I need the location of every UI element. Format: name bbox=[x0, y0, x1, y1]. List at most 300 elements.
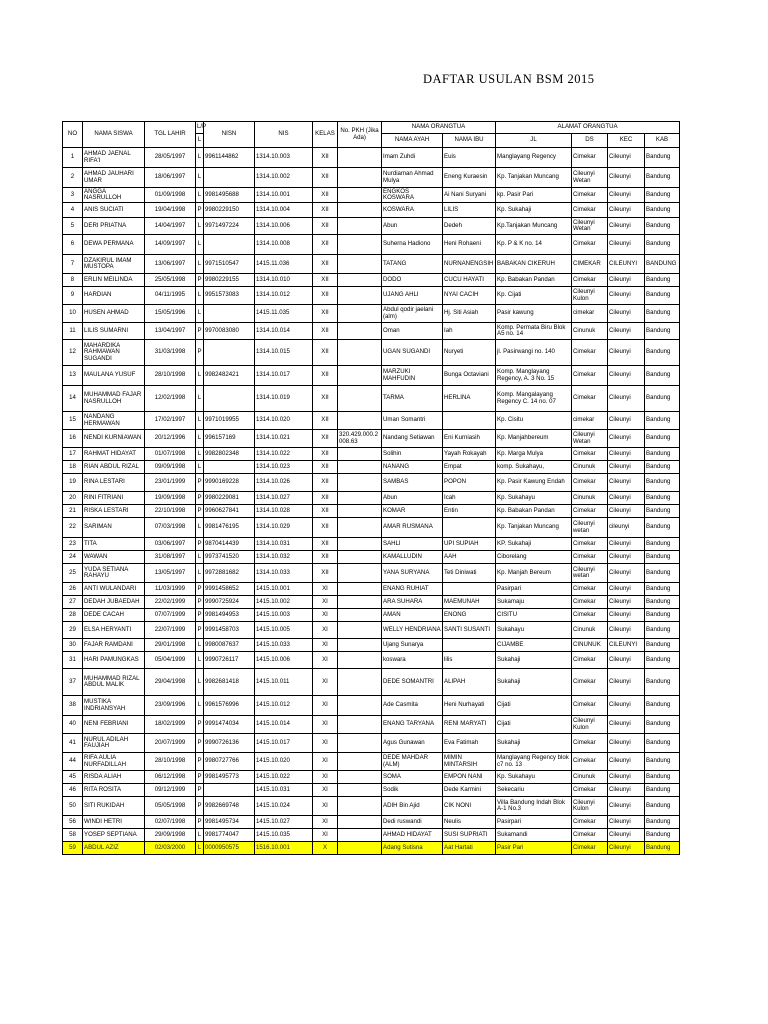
cell-ds: Cimekar bbox=[572, 842, 608, 855]
cell-kab: Bandung bbox=[645, 652, 680, 669]
cell-kab: Bandung bbox=[645, 639, 680, 652]
cell-lp: P bbox=[196, 474, 204, 492]
table-body bbox=[63, 148, 680, 855]
cell-nama-siswa: RAHMAT HIDAYAT bbox=[83, 448, 145, 461]
table-row bbox=[63, 168, 680, 188]
cell-kab: Bandung bbox=[645, 505, 680, 518]
cell-nama-siswa: RIAN ABDUL RIZAL bbox=[83, 461, 145, 474]
cell-kec: Cileunyi bbox=[608, 492, 645, 505]
cell-ds: Cimekar bbox=[572, 784, 608, 797]
cell-nama-ayah: AHMAD HIDAYAT bbox=[382, 829, 443, 842]
cell-lp: P bbox=[196, 583, 204, 596]
cell-kec: Cileunyi bbox=[608, 771, 645, 784]
cell-kec: Cileunyi bbox=[608, 305, 645, 323]
cell-tgl-lahir: 31/03/1998 bbox=[145, 340, 196, 366]
cell-jl: Sukahayu bbox=[496, 622, 572, 639]
cell-nisn bbox=[204, 235, 255, 255]
cell-kelas: XI bbox=[313, 829, 338, 842]
cell-kab: BANDUNG bbox=[645, 255, 680, 274]
cell-pkh bbox=[338, 340, 382, 366]
table-row bbox=[63, 218, 680, 235]
cell-nis: 1314.10.002 bbox=[255, 168, 313, 188]
cell-pkh bbox=[338, 669, 382, 696]
cell-kelas: XI bbox=[313, 596, 338, 609]
cell-kab: Bandung bbox=[645, 448, 680, 461]
cell-kec: Cileunyi bbox=[608, 716, 645, 734]
cell-tgl-lahir: 19/09/1998 bbox=[145, 492, 196, 505]
cell-ds: Cinunuk bbox=[572, 461, 608, 474]
table-row bbox=[63, 551, 680, 564]
cell-kelas: XII bbox=[313, 148, 338, 168]
cell-kelas: XI bbox=[313, 771, 338, 784]
cell-no: 46 bbox=[63, 784, 83, 797]
cell-nama-ibu: Nuryeti bbox=[443, 340, 496, 366]
cell-nis: 1415.10.035 bbox=[255, 829, 313, 842]
cell-nama-ayah: UJANG AHLI bbox=[382, 287, 443, 305]
cell-nama-siswa: HARI PAMUNGKAS bbox=[83, 652, 145, 669]
cell-nama-siswa: DZAKIRUL IMAM MUSTOPA bbox=[83, 255, 145, 274]
table-row bbox=[63, 474, 680, 492]
cell-no: 27 bbox=[63, 596, 83, 609]
cell-lp: L bbox=[196, 287, 204, 305]
cell-ds: Cimekar bbox=[572, 669, 608, 696]
cell-nama-ayah: SAHLI bbox=[382, 538, 443, 551]
cell-nama-ayah: Uman Somantri bbox=[382, 412, 443, 430]
cell-nama-ibu: NYAI CACIH bbox=[443, 287, 496, 305]
cell-kec: Cileunyi bbox=[608, 366, 645, 386]
table-row bbox=[63, 287, 680, 305]
cell-no: 44 bbox=[63, 753, 83, 771]
cell-nisn: 9980727766 bbox=[204, 753, 255, 771]
cell-nama-ibu: POPON bbox=[443, 474, 496, 492]
cell-tgl-lahir: 09/09/1998 bbox=[145, 461, 196, 474]
header-lp: L/P bbox=[196, 122, 204, 134]
cell-nisn: 9961144862 bbox=[204, 148, 255, 168]
cell-nama-ibu bbox=[443, 412, 496, 430]
cell-tgl-lahir: 03/06/1997 bbox=[145, 538, 196, 551]
cell-ds: Cileunyi Kulon bbox=[572, 287, 608, 305]
table-row bbox=[63, 538, 680, 551]
cell-kec: Cileunyi bbox=[608, 551, 645, 564]
cell-nama-siswa: DERI PRIATNA bbox=[83, 218, 145, 235]
cell-nama-ibu: SANTI SUSANTI bbox=[443, 622, 496, 639]
cell-pkh bbox=[338, 305, 382, 323]
cell-nama-ibu: Hj. Siti Asiah bbox=[443, 305, 496, 323]
cell-nama-ibu: NURNANENGSIH bbox=[443, 255, 496, 274]
cell-nama-ibu: SUSI SUPRIATI bbox=[443, 829, 496, 842]
cell-kab: Bandung bbox=[645, 461, 680, 474]
cell-nama-ayah: Dedi ruswandi bbox=[382, 816, 443, 829]
student-table bbox=[62, 121, 680, 855]
cell-kec: Cileunyi bbox=[608, 461, 645, 474]
cell-nama-siswa: SITI RUKIDAH bbox=[83, 797, 145, 816]
cell-nis: 1314.10.033 bbox=[255, 564, 313, 583]
cell-jl: Cijati bbox=[496, 696, 572, 716]
cell-ds: Cileunyi Kulon bbox=[572, 716, 608, 734]
cell-ds: CIMEKAR bbox=[572, 255, 608, 274]
cell-nama-ayah: Ade Casmita bbox=[382, 696, 443, 716]
cell-nama-ayah: DODO bbox=[382, 274, 443, 287]
cell-nama-ibu: MAEMUNAH bbox=[443, 596, 496, 609]
header-kec: KEC bbox=[608, 134, 645, 148]
cell-pkh bbox=[338, 255, 382, 274]
cell-nama-ibu: HERLINA bbox=[443, 386, 496, 412]
cell-ds: Cinunuk bbox=[572, 492, 608, 505]
cell-tgl-lahir: 20/07/1999 bbox=[145, 734, 196, 753]
table-row bbox=[63, 696, 680, 716]
cell-kelas: XII bbox=[313, 218, 338, 235]
cell-kec: Cileunyi bbox=[608, 696, 645, 716]
cell-kab: Bandung bbox=[645, 696, 680, 716]
cell-no: 16 bbox=[63, 430, 83, 448]
cell-tgl-lahir: 13/04/1997 bbox=[145, 323, 196, 340]
cell-kelas: XII bbox=[313, 518, 338, 538]
cell-jl: Kp. Pasir Kawung Endah bbox=[496, 474, 572, 492]
cell-ds: Cimekar bbox=[572, 551, 608, 564]
cell-kec: Cileunyi bbox=[608, 816, 645, 829]
cell-nama-ibu: Aat Hartati bbox=[443, 842, 496, 855]
cell-pkh bbox=[338, 218, 382, 235]
cell-nama-siswa: ANGGA NASRULLOH bbox=[83, 188, 145, 203]
cell-no: 25 bbox=[63, 564, 83, 583]
cell-tgl-lahir: 06/12/1998 bbox=[145, 771, 196, 784]
cell-lp: P bbox=[196, 203, 204, 218]
cell-nama-ayah: YANA SURYANA bbox=[382, 564, 443, 583]
cell-ds: Cimekar bbox=[572, 583, 608, 596]
cell-nama-siswa: LILIS SUMARNI bbox=[83, 323, 145, 340]
cell-tgl-lahir: 23/01/1999 bbox=[145, 474, 196, 492]
cell-pkh bbox=[338, 652, 382, 669]
table-row bbox=[63, 596, 680, 609]
cell-nama-ayah: ENANG TARYANA bbox=[382, 716, 443, 734]
cell-ds: Cimekar bbox=[572, 652, 608, 669]
cell-nisn: 0000950575 bbox=[204, 842, 255, 855]
cell-tgl-lahir: 12/02/1998 bbox=[145, 386, 196, 412]
cell-ds: Cimekar bbox=[572, 188, 608, 203]
cell-lp: L bbox=[196, 430, 204, 448]
cell-nisn: 9991458652 bbox=[204, 583, 255, 596]
cell-lp: L bbox=[196, 842, 204, 855]
header-nama-orangtua: NAMA ORANGTUA bbox=[382, 122, 496, 134]
cell-kec: Cileunyi bbox=[608, 274, 645, 287]
cell-lp: P bbox=[196, 596, 204, 609]
cell-nama-ibu: AAH bbox=[443, 551, 496, 564]
table-row bbox=[63, 609, 680, 622]
page-title: DAFTAR USULAN BSM 2015 bbox=[423, 72, 595, 86]
table-row bbox=[63, 622, 680, 639]
cell-jl: Komp. Manglayang Regency, A. 3 No. 15 bbox=[496, 366, 572, 386]
cell-jl: Kp. Manjahbereum bbox=[496, 430, 572, 448]
cell-tgl-lahir: 02/07/1998 bbox=[145, 816, 196, 829]
cell-pkh bbox=[338, 639, 382, 652]
cell-tgl-lahir: 14/09/1997 bbox=[145, 235, 196, 255]
cell-nama-ibu: LILIS bbox=[443, 203, 496, 218]
cell-nama-ayah: AMAN bbox=[382, 609, 443, 622]
cell-nama-ibu: EMPON NANI bbox=[443, 771, 496, 784]
cell-pkh bbox=[338, 287, 382, 305]
cell-kelas: XI bbox=[313, 784, 338, 797]
cell-nama-siswa: SARIMAN bbox=[83, 518, 145, 538]
cell-nama-ayah: UGAN SUGANDI bbox=[382, 340, 443, 366]
cell-lp: L bbox=[196, 448, 204, 461]
cell-lp: P bbox=[196, 816, 204, 829]
cell-nama-ayah: Agus Gunawan bbox=[382, 734, 443, 753]
cell-pkh bbox=[338, 474, 382, 492]
cell-nis: 1516.10.001 bbox=[255, 842, 313, 855]
cell-jl: Cijati bbox=[496, 716, 572, 734]
cell-no: 11 bbox=[63, 323, 83, 340]
cell-nis: 1415.10.003 bbox=[255, 609, 313, 622]
cell-kab: Bandung bbox=[645, 609, 680, 622]
cell-nis: 1415.10.002 bbox=[255, 596, 313, 609]
cell-nisn: 9990726117 bbox=[204, 652, 255, 669]
cell-jl: Komp. Permata Biru Blok A5 no. 14 bbox=[496, 323, 572, 340]
cell-no: 50 bbox=[63, 797, 83, 816]
cell-jl: jl. Pasirwangi no. 140 bbox=[496, 340, 572, 366]
cell-nama-siswa: DEWA PERMANA bbox=[83, 235, 145, 255]
cell-no: 9 bbox=[63, 287, 83, 305]
cell-tgl-lahir: 07/03/1998 bbox=[145, 518, 196, 538]
cell-nama-ibu: Yayah Rokayah bbox=[443, 448, 496, 461]
cell-nama-ibu bbox=[443, 518, 496, 538]
cell-kelas: XI bbox=[313, 639, 338, 652]
cell-kec: Cileunyi bbox=[608, 596, 645, 609]
cell-nis: 1314.10.031 bbox=[255, 538, 313, 551]
cell-nisn: 9951573083 bbox=[204, 287, 255, 305]
cell-nama-ayah: Solihin bbox=[382, 448, 443, 461]
cell-jl: Kp. Sukahaji bbox=[496, 203, 572, 218]
cell-nama-ayah: Oman bbox=[382, 323, 443, 340]
cell-kab: Bandung bbox=[645, 583, 680, 596]
cell-no: 4 bbox=[63, 203, 83, 218]
cell-pkh bbox=[338, 829, 382, 842]
cell-nisn bbox=[204, 340, 255, 366]
cell-ds: cimekar bbox=[572, 305, 608, 323]
cell-nama-siswa: WAWAN bbox=[83, 551, 145, 564]
cell-tgl-lahir: 28/10/1998 bbox=[145, 753, 196, 771]
cell-kelas: XII bbox=[313, 564, 338, 583]
table-row bbox=[63, 842, 680, 855]
cell-nama-siswa: RINI FITRIANI bbox=[83, 492, 145, 505]
cell-jl: Kp. Cijati bbox=[496, 287, 572, 305]
cell-kelas: XII bbox=[313, 188, 338, 203]
cell-kelas: XII bbox=[313, 448, 338, 461]
cell-no: 28 bbox=[63, 609, 83, 622]
cell-tgl-lahir: 29/01/1998 bbox=[145, 639, 196, 652]
cell-nisn: 9981774047 bbox=[204, 829, 255, 842]
cell-nama-ayah: Abdul qodir jaelani (alm) bbox=[382, 305, 443, 323]
cell-no: 45 bbox=[63, 771, 83, 784]
cell-nis: 1314.10.004 bbox=[255, 203, 313, 218]
cell-ds: Cimekar bbox=[572, 829, 608, 842]
cell-lp: L bbox=[196, 188, 204, 203]
cell-nama-ayah: TATANG bbox=[382, 255, 443, 274]
cell-kab: Bandung bbox=[645, 340, 680, 366]
cell-nisn: 9960627841 bbox=[204, 505, 255, 518]
cell-tgl-lahir: 28/10/1998 bbox=[145, 366, 196, 386]
cell-nama-siswa: RITA ROSITA bbox=[83, 784, 145, 797]
cell-pkh bbox=[338, 716, 382, 734]
cell-ds: Cimekar bbox=[572, 816, 608, 829]
cell-nisn: 9982482421 bbox=[204, 366, 255, 386]
cell-kab: Bandung bbox=[645, 323, 680, 340]
cell-tgl-lahir: 25/05/1998 bbox=[145, 274, 196, 287]
cell-ds: Cileunyi Wetan bbox=[572, 168, 608, 188]
cell-nama-siswa: HARDIAN bbox=[83, 287, 145, 305]
cell-nama-ibu: CUCU HAYATI bbox=[443, 274, 496, 287]
table-row bbox=[63, 734, 680, 753]
cell-kelas: XI bbox=[313, 753, 338, 771]
cell-nama-siswa: RISDA ALIAH bbox=[83, 771, 145, 784]
cell-pkh: 320.429.000.2 008.63 bbox=[338, 430, 382, 448]
table-row bbox=[63, 518, 680, 538]
cell-kab: Bandung bbox=[645, 551, 680, 564]
cell-ds: Cimekar bbox=[572, 203, 608, 218]
cell-nama-ayah: KOMAR bbox=[382, 505, 443, 518]
cell-nisn: 9971510547 bbox=[204, 255, 255, 274]
cell-jl: Manglayang Regency blok c7 no. 13 bbox=[496, 753, 572, 771]
cell-ds: Cinunuk bbox=[572, 323, 608, 340]
cell-kelas: XII bbox=[313, 505, 338, 518]
cell-nisn: 996157169 bbox=[204, 430, 255, 448]
table-row bbox=[63, 669, 680, 696]
cell-pkh bbox=[338, 168, 382, 188]
cell-nama-ibu: Eva Fatimah bbox=[443, 734, 496, 753]
cell-pkh bbox=[338, 461, 382, 474]
cell-nama-siswa: ERLIN MEILINDA bbox=[83, 274, 145, 287]
cell-no: 1 bbox=[63, 148, 83, 168]
cell-lp: P bbox=[196, 622, 204, 639]
cell-no: 3 bbox=[63, 188, 83, 203]
cell-no: 22 bbox=[63, 518, 83, 538]
cell-lp: P bbox=[196, 797, 204, 816]
cell-nama-siswa: RIFA AULIA NURFADILLAH bbox=[83, 753, 145, 771]
cell-lp: L bbox=[196, 235, 204, 255]
cell-kelas: XII bbox=[313, 412, 338, 430]
cell-nisn bbox=[204, 461, 255, 474]
cell-tgl-lahir: 22/07/1999 bbox=[145, 622, 196, 639]
cell-kab: Bandung bbox=[645, 148, 680, 168]
header-no: NO bbox=[63, 122, 83, 148]
cell-jl: Kp. Babakan Pandan bbox=[496, 505, 572, 518]
cell-nama-ayah: Suherna Hadiono bbox=[382, 235, 443, 255]
cell-nama-siswa: HUSEN AHMAD bbox=[83, 305, 145, 323]
cell-lp: L bbox=[196, 218, 204, 235]
cell-kec: Cileunyi bbox=[608, 168, 645, 188]
cell-lp: P bbox=[196, 505, 204, 518]
cell-tgl-lahir: 28/05/1997 bbox=[145, 148, 196, 168]
cell-kec: Cileunyi bbox=[608, 287, 645, 305]
cell-no: 18 bbox=[63, 461, 83, 474]
cell-jl: Kp. Tanjakan Muncang bbox=[496, 168, 572, 188]
cell-lp: P bbox=[196, 771, 204, 784]
cell-kab: Bandung bbox=[645, 771, 680, 784]
cell-lp: P bbox=[196, 609, 204, 622]
cell-nama-ibu bbox=[443, 583, 496, 596]
cell-kec: Cileunyi bbox=[608, 235, 645, 255]
cell-lp: L bbox=[196, 564, 204, 583]
cell-nama-ayah: KOSWARA bbox=[382, 203, 443, 218]
header-alamat-orangtua: ALAMAT ORANGTUA bbox=[496, 122, 680, 134]
cell-pkh bbox=[338, 188, 382, 203]
cell-lp: P bbox=[196, 274, 204, 287]
cell-pkh bbox=[338, 696, 382, 716]
cell-nama-siswa: RISKA LESTARI bbox=[83, 505, 145, 518]
cell-jl: BABAKAN CIKERUH bbox=[496, 255, 572, 274]
cell-tgl-lahir: 13/05/1997 bbox=[145, 564, 196, 583]
header-nama-ayah: NAMA AYAH bbox=[382, 134, 443, 148]
cell-nis: 1314.10.027 bbox=[255, 492, 313, 505]
cell-nama-ibu: Eneng Kuraesin bbox=[443, 168, 496, 188]
cell-nama-ibu: RENI MARYATI bbox=[443, 716, 496, 734]
cell-ds: Cimekar bbox=[572, 274, 608, 287]
cell-no: 19 bbox=[63, 474, 83, 492]
cell-kelas: XI bbox=[313, 609, 338, 622]
cell-nama-siswa: ELSA HERYANTI bbox=[83, 622, 145, 639]
cell-nisn bbox=[204, 305, 255, 323]
cell-kab: Bandung bbox=[645, 622, 680, 639]
cell-nama-siswa: MUHAMMAD FAJAR NASRULLOH bbox=[83, 386, 145, 412]
cell-ds: Cimekar bbox=[572, 474, 608, 492]
cell-kelas: XI bbox=[313, 669, 338, 696]
table-row bbox=[63, 505, 680, 518]
table-row bbox=[63, 203, 680, 218]
cell-nama-siswa: MUSTIKA INDRIANSYAH bbox=[83, 696, 145, 716]
cell-kec: Cileunyi bbox=[608, 797, 645, 816]
cell-nama-siswa: YOSEP SEPTIANA bbox=[83, 829, 145, 842]
cell-kab: Bandung bbox=[645, 305, 680, 323]
header-pkh: No. PKH (Jika Ada) bbox=[338, 122, 382, 148]
cell-kelas: XII bbox=[313, 323, 338, 340]
cell-nis: 1415.10.033 bbox=[255, 639, 313, 652]
table-row bbox=[63, 652, 680, 669]
cell-pkh bbox=[338, 797, 382, 816]
cell-jl: Kp. Babakan Pandan bbox=[496, 274, 572, 287]
cell-ds: Cileunyi Kulon bbox=[572, 797, 608, 816]
cell-nama-ibu: Euis bbox=[443, 148, 496, 168]
cell-pkh bbox=[338, 323, 382, 340]
cell-tgl-lahir: 02/03/2000 bbox=[145, 842, 196, 855]
table-row bbox=[63, 639, 680, 652]
cell-jl: Kp. Sukahayu bbox=[496, 492, 572, 505]
cell-nama-ibu: UPI SUPIAH bbox=[443, 538, 496, 551]
cell-nama-ibu: Dedeh bbox=[443, 218, 496, 235]
cell-pkh bbox=[338, 609, 382, 622]
cell-tgl-lahir: 05/05/1998 bbox=[145, 797, 196, 816]
cell-nisn: 9980229150 bbox=[204, 203, 255, 218]
cell-tgl-lahir: 18/02/1999 bbox=[145, 716, 196, 734]
cell-nama-ibu: ENONG bbox=[443, 609, 496, 622]
header-jl: JL bbox=[496, 134, 572, 148]
cell-kelas: XII bbox=[313, 430, 338, 448]
cell-kec: CILEUNYI bbox=[608, 639, 645, 652]
cell-lp: L bbox=[196, 412, 204, 430]
cell-jl: Villa Bandung Indah Blok A-1 No.3 bbox=[496, 797, 572, 816]
cell-ds: Cimekar bbox=[572, 340, 608, 366]
table-row bbox=[63, 753, 680, 771]
cell-ds: Cimekar bbox=[572, 753, 608, 771]
cell-kec: Cileunyi bbox=[608, 784, 645, 797]
cell-nis: 1314.10.003 bbox=[255, 148, 313, 168]
cell-kec: Cileunyi bbox=[608, 386, 645, 412]
cell-kelas: XII bbox=[313, 235, 338, 255]
cell-nisn: 9970083080 bbox=[204, 323, 255, 340]
cell-nis: 1314.10.026 bbox=[255, 474, 313, 492]
cell-pkh bbox=[338, 771, 382, 784]
cell-nama-ayah: Abun bbox=[382, 218, 443, 235]
table-row bbox=[63, 188, 680, 203]
cell-tgl-lahir: 09/12/1999 bbox=[145, 784, 196, 797]
